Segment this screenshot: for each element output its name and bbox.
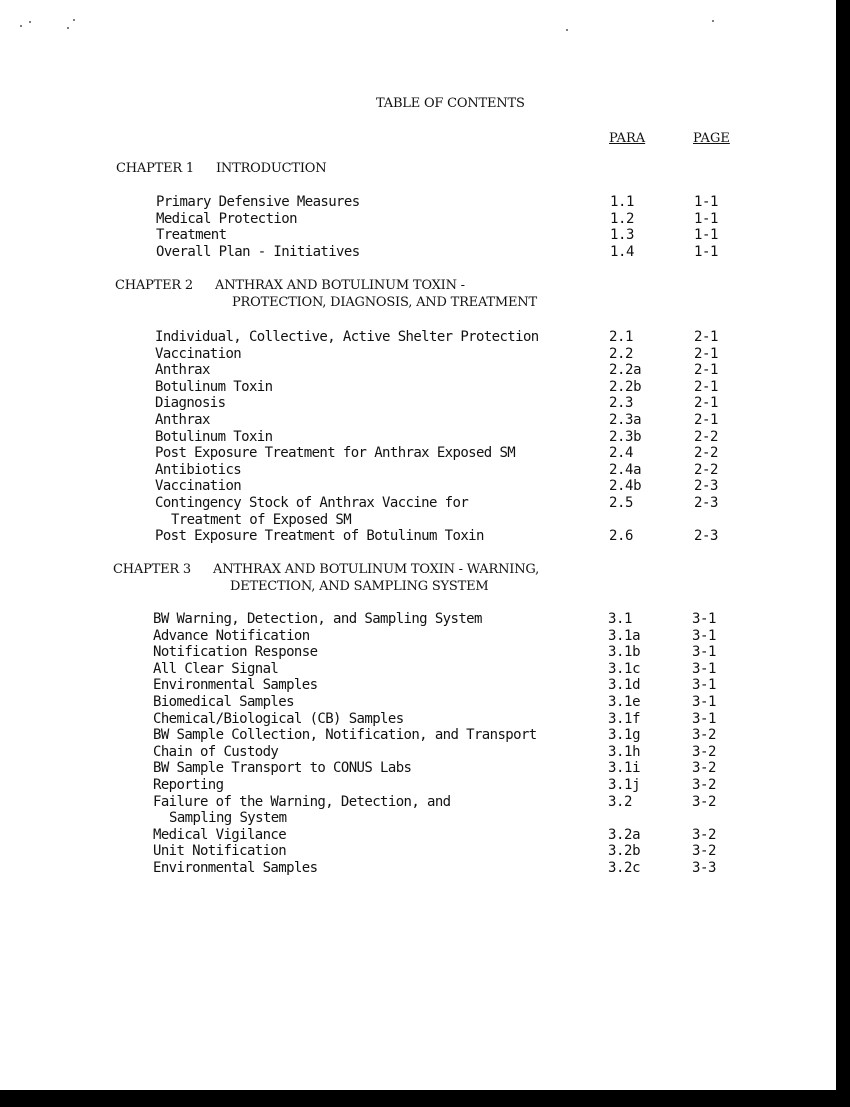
entry-title: Failure of the Warning, Detection, and	[153, 793, 451, 810]
toc-entry	[0, 329, 836, 346]
entry-title: Chemical/Biological (CB) Samples	[153, 710, 404, 727]
entry-title: Medical Protection	[156, 210, 297, 227]
entry-title: Chain of Custody	[153, 743, 279, 760]
entry-page: 2-1	[694, 378, 719, 395]
toc-entry	[0, 810, 836, 827]
entry-para: 3.1d	[608, 677, 641, 694]
entry-title: Medical Vigilance	[153, 826, 287, 843]
entry-para: 3.1e	[608, 693, 641, 710]
chapter-label: CHAPTER 1	[116, 161, 194, 176]
entry-title: Unit Notification	[153, 843, 287, 860]
entry-para: 3.1j	[608, 776, 641, 793]
toc-entry	[0, 429, 836, 446]
toc-entry	[0, 694, 836, 711]
chapter-label: CHAPTER 2	[115, 278, 193, 293]
toc-entry	[0, 727, 836, 744]
entry-page: 2-2	[694, 445, 719, 462]
entry-title: BW Sample Transport to CONUS Labs	[153, 760, 412, 777]
entry-page: 3-1	[692, 644, 717, 661]
toc-entry	[0, 244, 836, 261]
entry-page: 3-2	[692, 793, 717, 810]
entry-para: 2.6	[609, 528, 634, 545]
entry-para: 2.4b	[609, 478, 642, 495]
entry-para: 3.2	[608, 793, 633, 810]
chapter-3-entries	[0, 611, 836, 877]
entry-para: 2.2a	[609, 362, 642, 379]
entry-page: 3-2	[692, 843, 717, 860]
entry-title: Anthrax	[155, 362, 210, 379]
entry-page: 2-1	[694, 362, 719, 379]
chapter-2-heading	[115, 277, 537, 311]
entry-page: 2-1	[694, 395, 719, 412]
chapter-3-heading	[113, 561, 539, 595]
scan-speck	[20, 25, 22, 27]
scan-speck	[566, 29, 568, 31]
document-title: TABLE OF CONTENTS	[376, 96, 525, 111]
toc-entry	[0, 661, 836, 678]
entry-para: 3.2c	[608, 859, 641, 876]
entry-title: Environmental Samples	[153, 859, 318, 876]
entry-title: Biomedical Samples	[153, 693, 294, 710]
entry-page: 2-1	[694, 411, 719, 428]
toc-entry	[0, 194, 836, 211]
chapter-title: ANTHRAX AND BOTULINUM TOXIN -	[215, 278, 465, 293]
toc-entry	[0, 711, 836, 728]
toc-entry	[0, 628, 836, 645]
entry-page: 3-1	[692, 693, 717, 710]
toc-entry	[0, 412, 836, 429]
toc-entry	[0, 860, 836, 877]
toc-entry	[0, 611, 836, 628]
toc-entry	[0, 677, 836, 694]
entry-page: 1-1	[694, 210, 719, 227]
entry-title: Environmental Samples	[153, 677, 318, 694]
entry-page: 3-1	[692, 660, 717, 677]
entry-title: Notification Response	[153, 644, 318, 661]
entry-page: 2-3	[694, 494, 719, 511]
toc-entry	[0, 744, 836, 761]
entry-title: BW Sample Collection, Notification, and Transport	[153, 727, 537, 744]
entry-page: 1-1	[694, 227, 719, 244]
chapter-1-heading	[116, 160, 326, 177]
entry-para: 2.5	[609, 494, 634, 511]
toc-entry	[0, 760, 836, 777]
toc-entry	[0, 528, 836, 545]
entry-title: Antibiotics	[155, 461, 242, 478]
entry-page: 2-3	[694, 478, 719, 495]
toc-entry	[0, 379, 836, 396]
entry-para: 3.2b	[608, 843, 641, 860]
entry-para: 1.2	[610, 210, 635, 227]
entry-title: Treatment	[156, 227, 227, 244]
scan-border-right	[836, 0, 850, 1107]
scan-speck	[67, 27, 69, 29]
entry-page: 3-2	[692, 743, 717, 760]
page-column-header: PAGE	[693, 131, 730, 146]
entry-para: 3.1i	[608, 760, 641, 777]
entry-page: 3-3	[692, 859, 717, 876]
entry-para: 2.3b	[609, 428, 642, 445]
chapter-title: ANTHRAX AND BOTULINUM TOXIN - WARNING,	[213, 562, 540, 577]
toc-entry	[0, 445, 836, 462]
entry-para: 3.1h	[608, 743, 641, 760]
entry-para: 3.1g	[608, 727, 641, 744]
scan-speck	[712, 20, 714, 22]
entry-page: 3-1	[692, 677, 717, 694]
toc-entry	[0, 211, 836, 228]
entry-title: Diagnosis	[155, 395, 226, 412]
para-column-header: PARA	[609, 131, 646, 146]
entry-page: 1-1	[694, 243, 719, 260]
entry-para: 2.2	[609, 345, 634, 362]
toc-entry	[0, 462, 836, 479]
entry-title: Treatment of Exposed SM	[171, 511, 352, 528]
entry-para: 3.1c	[608, 660, 641, 677]
entry-page: 2-2	[694, 461, 719, 478]
entry-para: 2.1	[609, 329, 634, 345]
chapter-2-entries	[0, 329, 836, 545]
entry-title: Vaccination	[155, 478, 242, 495]
entry-para: 3.1f	[608, 710, 641, 727]
scan-speck	[29, 21, 31, 23]
entry-title: Botulinum Toxin	[155, 428, 273, 445]
entry-title: Post Exposure Treatment for Anthrax Exposed SM	[155, 445, 516, 462]
chapter-1-entries	[0, 194, 836, 260]
entry-para: 3.2a	[608, 826, 641, 843]
chapter-title: INTRODUCTION	[216, 161, 327, 176]
toc-entry	[0, 395, 836, 412]
toc-entry	[0, 843, 836, 860]
entry-title: Sampling System	[169, 810, 287, 827]
toc-entry	[0, 777, 836, 794]
entry-page: 2-1	[694, 329, 719, 345]
scan-speck	[73, 19, 75, 21]
entry-para: 3.1a	[608, 627, 641, 644]
entry-para: 1.4	[610, 243, 635, 260]
toc-entry	[0, 478, 836, 495]
entry-title: Botulinum Toxin	[155, 378, 273, 395]
entry-para: 2.4a	[609, 461, 642, 478]
chapter-title-continued: DETECTION, AND SAMPLING SYSTEM	[230, 579, 489, 594]
entry-page: 3-1	[692, 611, 717, 627]
entry-page: 3-2	[692, 776, 717, 793]
entry-para: 2.4	[609, 445, 634, 462]
entry-title: Reporting	[153, 776, 224, 793]
entry-title: Individual, Collective, Active Shelter Protection	[155, 329, 539, 345]
entry-title: Vaccination	[155, 345, 242, 362]
chapter-label: CHAPTER 3	[113, 562, 191, 577]
toc-entry	[0, 346, 836, 363]
chapter-title-continued: PROTECTION, DIAGNOSIS, AND TREATMENT	[232, 295, 537, 310]
entry-para: 2.3	[609, 395, 634, 412]
entry-title: Overall Plan - Initiatives	[156, 243, 360, 260]
entry-title: BW Warning, Detection, and Sampling System	[153, 611, 482, 627]
toc-entry	[0, 512, 836, 529]
toc-entry	[0, 644, 836, 661]
entry-page: 3-1	[692, 710, 717, 727]
scan-border-bottom	[0, 1090, 850, 1107]
entry-title: Contingency Stock of Anthrax Vaccine for	[155, 494, 469, 511]
entry-para: 2.3a	[609, 411, 642, 428]
entry-para: 1.1	[610, 194, 635, 210]
entry-page: 3-2	[692, 760, 717, 777]
entry-para: 3.1b	[608, 644, 641, 661]
entry-para: 1.3	[610, 227, 635, 244]
entry-para: 2.2b	[609, 378, 642, 395]
entry-page: 3-2	[692, 826, 717, 843]
entry-title: Advance Notification	[153, 627, 310, 644]
toc-entry	[0, 827, 836, 844]
entry-para: 3.1	[608, 611, 633, 627]
entry-title: All Clear Signal	[153, 660, 279, 677]
toc-entry	[0, 362, 836, 379]
entry-title: Post Exposure Treatment of Botulinum Toxin	[155, 528, 484, 545]
entry-page: 2-1	[694, 345, 719, 362]
entry-page: 1-1	[694, 194, 719, 210]
toc-entry	[0, 495, 836, 512]
toc-entry	[0, 227, 836, 244]
entry-page: 2-2	[694, 428, 719, 445]
toc-entry	[0, 794, 836, 811]
entry-title: Primary Defensive Measures	[156, 194, 360, 210]
entry-page: 3-2	[692, 727, 717, 744]
entry-page: 2-3	[694, 528, 719, 545]
entry-page: 3-1	[692, 627, 717, 644]
entry-title: Anthrax	[155, 411, 210, 428]
